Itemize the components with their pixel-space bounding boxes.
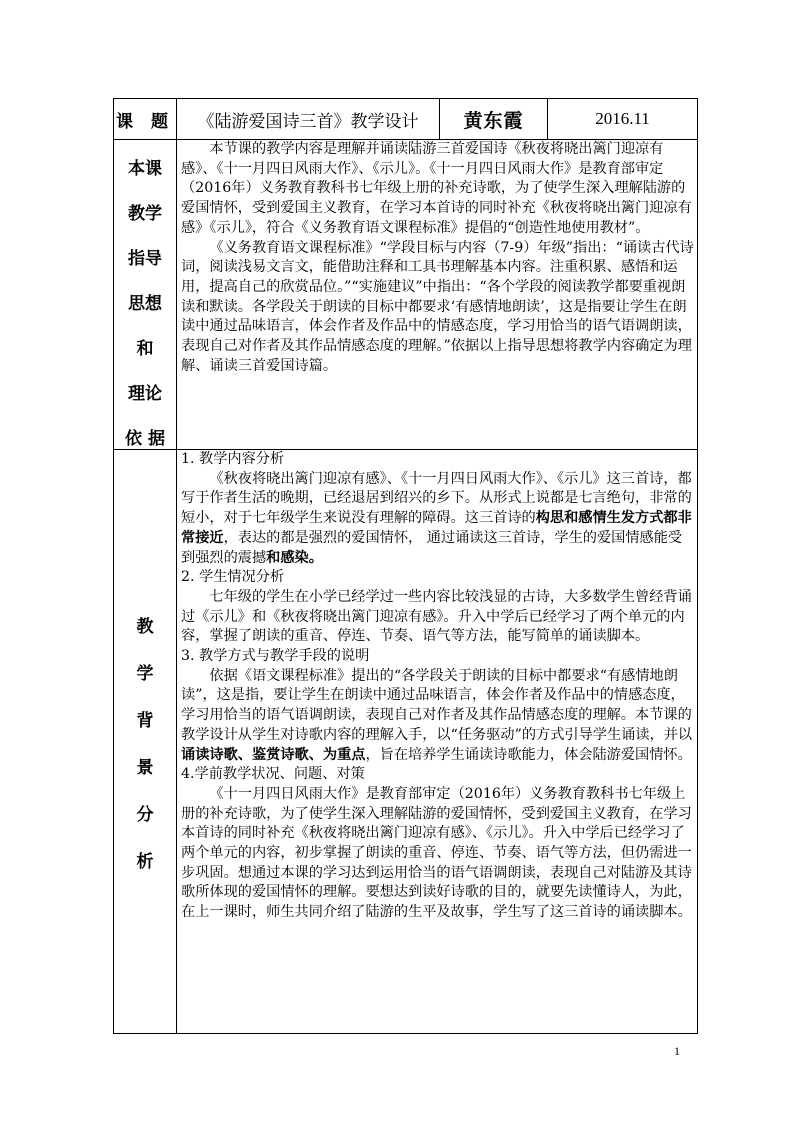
section-heading-1: 1. 教学内容分析 — [181, 451, 285, 467]
content-analysis-paragraph — [181, 470, 695, 569]
text-run: ，旨在培养学生诵读诗歌能力，体会陆游爱国情怀。 — [365, 746, 692, 763]
header-row — [114, 99, 698, 140]
guiding-thought-row — [114, 140, 698, 450]
label-line: 指导 — [128, 249, 162, 269]
label-line: 景 — [136, 757, 154, 778]
background-analysis-content — [177, 450, 698, 1034]
guiding-thought-label-stack — [114, 140, 176, 449]
text-run: ，表达的都是强烈的爱国情怀， 通过诵读这三首诗，学生的爱国情感能受到强烈的震撼 — [181, 529, 683, 566]
page-number: 1 — [674, 1044, 680, 1058]
label-line: 理论 — [128, 384, 162, 404]
author-name: 黄东霞 — [440, 99, 548, 140]
background-analysis-label — [114, 450, 177, 1034]
guiding-paragraph-1: 本节课的教学内容是理解并诵读陆游三首爱国诗《秋夜将晓出篱门迎凉有感》、《十一月四日风雨大作》、《示儿》。《十一月四日风雨大作》是教育部审定（2016年）义务教育教科书七年级上册的补充诗歌，为了使学生深入理解陆游的爱国情怀，受到爱国主义教育，在学习本首诗的同时补充《秋夜将晓出篱门迎凉有感》《示儿》，符合《义务教育语文课程标准》提倡的“创造性地使用教材”。 — [181, 141, 692, 236]
bold-text-run: 诵读诗歌、鉴赏诗歌、为重点 — [181, 746, 366, 763]
text-run: 《秋夜将晓出篱门迎凉有感》、《十一月四日风雨大作》、《示儿》这三首诗，都写于作者生活的晚期，已经退居到绍兴的乡下。从形式上说都是七言绝句，非常的短小，对于七年级学生来说没有理解的障碍。这三首诗的 — [181, 470, 692, 527]
background-analysis-label-stack — [114, 612, 176, 872]
section-heading-2: 2. 学生情况分析 — [181, 569, 285, 586]
date: 2016.11 — [548, 99, 698, 140]
bold-text-run: 和感染。 — [266, 549, 323, 566]
guiding-paragraph-2: 《义务教育语文课程标准》“学段目标与内容（7-9）年级”指出：“诵读古代诗词，阅读浅易文言文，能借助注释和工具书理解基本内容。注重积累、感悟和运用，提高自己的欣赏品位。”“实施建议”中指出：“各个学段的阅读教学都要重视朗读和默读。各学段关于朗读的目标中都要求‘有感情地朗读’，这是指要让学生在朗读中通过品味语言，体会作者及作品中的情感态度，学习用恰当的语气语调朗读，表现自己对作者及其作品情感态度的理解。”依据以上指导思想将教学内容确定为理解、诵读三首爱国诗篇。 — [181, 239, 694, 374]
lesson-title: 《陆游爱国诗三首》教学设计 — [177, 99, 440, 140]
label-line: 和 — [136, 339, 154, 359]
label-line: 教 — [136, 616, 154, 637]
section-heading-4: 4.学前教学状况、问题、对策 — [181, 766, 365, 783]
label-line: 背 — [136, 710, 154, 731]
text-run: 依据《语文课程标准》提出的“各学段关于朗读的目标中都要求“有感情地朗读”，这是指，要让学生在朗读中通过品味语言，体会作者及作品中的情感态度，学习用恰当的语气语调朗读，表现自己对作者及其作品情感态度的理解。本节课的教学设计从学生对诗歌内容的理解入手，以“任务驱动”的方式引导学生诵读，并以 — [181, 667, 693, 743]
label-line: 学 — [136, 663, 154, 684]
topic-label: 课 题 — [114, 99, 177, 140]
bold-text-run: 构思和感情生发方式都非常接近 — [181, 510, 692, 546]
lesson-plan-table — [113, 98, 698, 1034]
guiding-thought-content — [177, 140, 698, 450]
pre-teaching-paragraph: 《十一月四日风雨大作》是教育部审定（2016年）义务教育教科书七年级上册的补充诗歌，为了使学生深入理解陆游的爱国情怀，受到爱国主义教育，在学习本首诗的同时补充《秋夜将晓出篱门迎凉有感》、《示儿》。升入中学后已经学习了两个单元的内容，初步掌握了朗读的重音、停连、节奏、语气等方法，但仍需进一步巩固。想通过本课的学习达到运用恰当的语气语调朗读，表现自己对陆游及其诗歌所体现的爱国情怀的理解。要想达到读好诗歌的目的，就要先读懂诗人，为此，在上一课时，师生共同介绍了陆游的生平及故事，学生写了这三首诗的诵读脚本。 — [181, 785, 692, 921]
background-analysis-row — [114, 450, 698, 1034]
label-line: 分 — [136, 804, 154, 825]
student-analysis-paragraph: 七年级的学生在小学已经学过一些内容比较浅显的古诗，大多数学生曾经背诵过《示儿》和《秋夜将晓出篱门迎凉有感》。升入中学后已经学习了两个单元的内容，掌握了朗读的重音、停连、节奏、语气等方法，能写简单的诵读脚本。 — [181, 588, 692, 645]
label-line: 依 据 — [125, 429, 165, 449]
section-heading-3: 3. 教学方式与教学手段的说明 — [181, 648, 370, 665]
label-line: 思想 — [128, 294, 162, 314]
guiding-thought-label — [114, 140, 177, 450]
label-line: 本课 — [128, 159, 162, 179]
teaching-method-paragraph — [181, 667, 695, 766]
label-line: 析 — [136, 851, 154, 872]
label-line: 教学 — [128, 204, 162, 224]
